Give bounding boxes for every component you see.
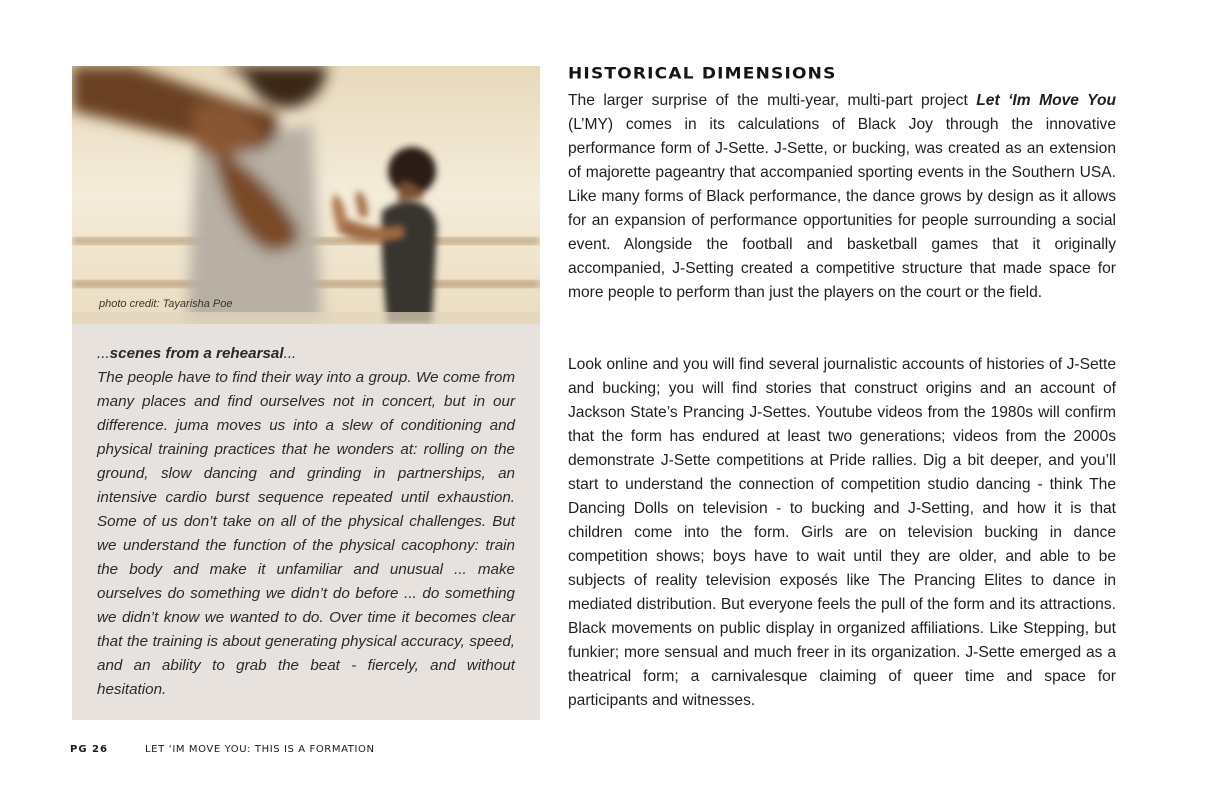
project-title: Let ‘Im Move You xyxy=(976,92,1116,109)
rehearsal-sidebar xyxy=(72,324,540,720)
sidebar-lead xyxy=(97,342,515,366)
page-footer xyxy=(70,744,375,755)
photo-illustration xyxy=(72,66,540,324)
paragraph-1-body: (L’MY) comes in its calculations of Black Joy through the innovative performance form of J-Sette. J-Sette, or bucking, was created as an extension of majorette pageantry that accompanied sporting events in the Southern USA. Like many forms of Black performance, the dance grows by design as it allows for an expansion of performance opportunities for people surrounding a social event. Alongside the football and basketball games that it originally accompanied, J-Setting created a competitive structure that made space for more people to perform than just the players on the court or the field. xyxy=(568,116,1116,301)
sidebar-lead-emphasis: scenes from a rehearsal xyxy=(109,345,284,362)
running-title: LET ‘IM MOVE YOU: THIS IS A FORMATION xyxy=(145,744,375,755)
section-heading: HISTORICAL DIMENSIONS xyxy=(568,64,837,83)
article-paragraph-1 xyxy=(568,89,1116,305)
sidebar-lead-prefix: ... xyxy=(97,345,110,362)
sidebar-body: The people have to find their way into a group. We come from many places and find ourselves not in concert, but in our difference. juma moves us into a slew of conditioning and physical training practices that he wonders at: rolling on the ground, slow dancing and grinding in partnerships, an intensive cardio burst sequence repeated until exhaustion. Some of us don’t take on all of the physical challenges. But we understand the function of the physical cacophony: train the body and make it unfamiliar and unusual ... make ourselves do something we didn’t do before ... do something we didn’t know we wanted to do. Over time it becomes clear that the training is about generating physical accuracy, speed, and an ability to grab the beat - fiercely, and without hesitation. xyxy=(97,369,515,698)
photo-credit: photo credit: Tayarisha Poe xyxy=(99,298,233,310)
paragraph-1-intro: The larger surprise of the multi-year, multi-part project xyxy=(568,92,977,109)
sidebar-text xyxy=(97,342,515,702)
page-number: PG 26 xyxy=(70,744,108,755)
sidebar-lead-suffix: ... xyxy=(283,345,297,362)
rehearsal-photo xyxy=(72,66,540,324)
article-paragraph-2: Look online and you will find several journalistic accounts of histories of J-Sette and bucking; you will find stories that construct origins and an account of Jackson State’s Prancing J-Settes. Youtube videos from the 1980s will confirm that the form has endured at least two generations; videos from the 2000s demonstrate J-Sette competitions at Pride rallies. Dig a bit deeper, and you’ll start to understand the connection of competition studio dancing - think The Dancing Dolls on television - to bucking and J-Setting, and how it is that children come into the form. Girls are on television bucking in dance competition shows; boys have to wait until they are older, and able to be subjects of reality television exposés like The Prancing Elites to dance in mediated distribution. But everyone feels the pull of the form and its attractions. Black movements on public display in organized affiliations. Like Stepping, but funkier; more sensual and much freer in its organization. J-Sette emerged as a theatrical form; a carnivalesque claiming of queer time and space for participants and witnesses. xyxy=(568,356,1116,709)
